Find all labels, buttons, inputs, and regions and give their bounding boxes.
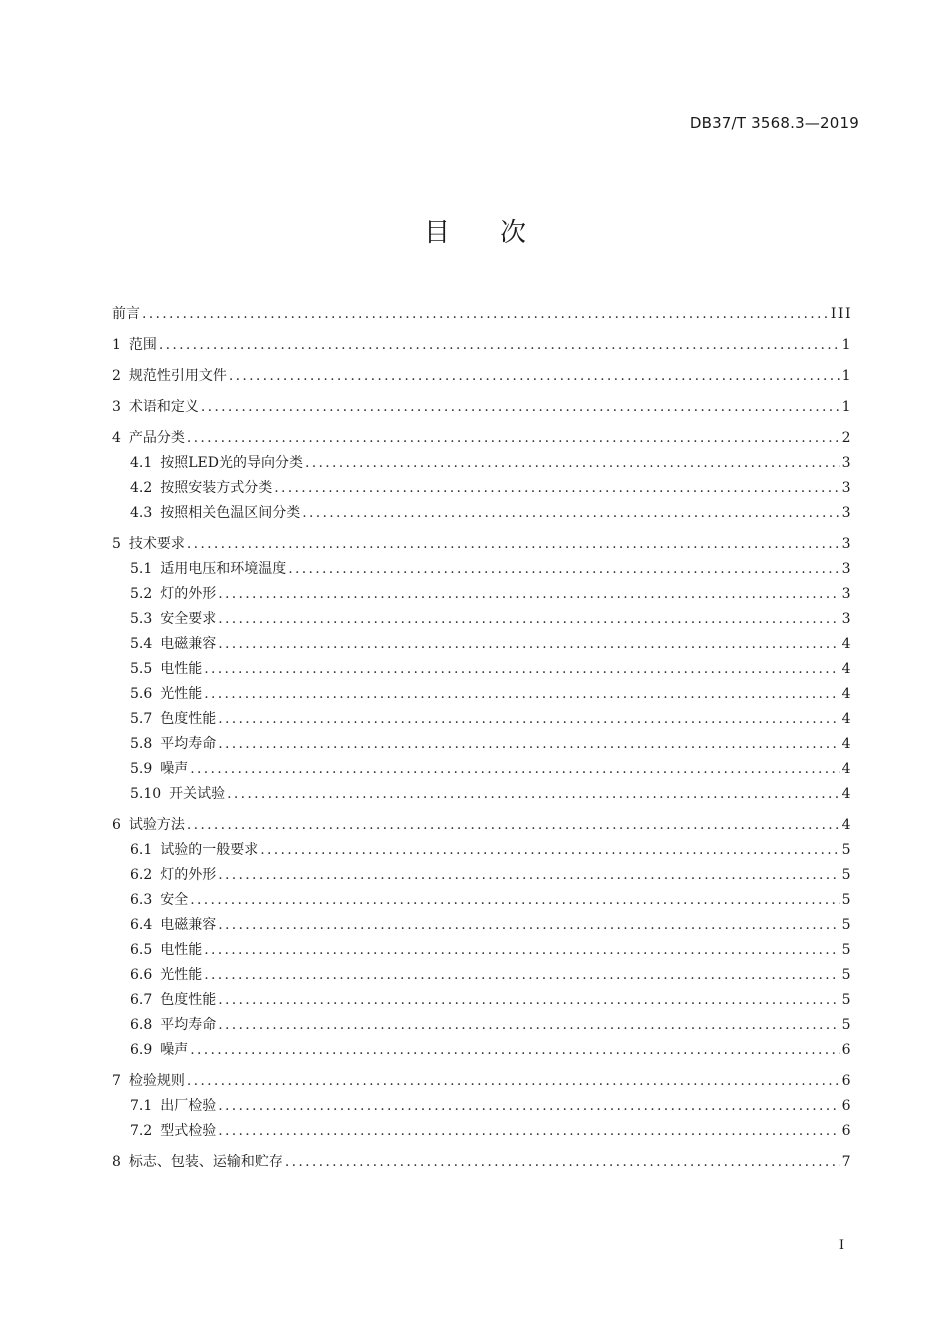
toc-dot-leader (274, 476, 839, 501)
toc-entry[interactable] (112, 938, 852, 963)
toc-entry-label: 电磁兼容 (160, 636, 217, 652)
toc-dot-leader (218, 732, 839, 757)
toc-entry[interactable] (112, 838, 852, 863)
toc-entry-number: 7.1 (130, 1098, 153, 1114)
toc-dot-leader (159, 333, 840, 358)
toc-entry-number: 6.2 (130, 867, 153, 883)
toc-entry[interactable] (112, 582, 852, 607)
toc-entry-page: 4 (841, 786, 852, 802)
toc-entry[interactable] (112, 532, 852, 557)
toc-entry-label: 安全要求 (160, 611, 217, 627)
toc-dot-leader (227, 782, 839, 807)
toc-entry-label: 产品分类 (128, 430, 185, 446)
toc-entry-number: 2 (112, 368, 121, 384)
toc-entry-number: 6.7 (130, 992, 153, 1008)
toc-entry-page: 4 (841, 817, 852, 833)
toc-entry[interactable] (112, 395, 852, 420)
toc-entry[interactable] (112, 1119, 852, 1144)
toc-entry-page: 4 (841, 636, 852, 652)
toc-entry-number: 6.6 (130, 967, 153, 983)
toc-entry-label: 型式检验 (160, 1123, 217, 1139)
toc-entry-number: 6.1 (130, 842, 153, 858)
toc-entry-label: 平均寿命 (160, 1017, 217, 1033)
toc-entry[interactable] (112, 813, 852, 838)
toc-entry-page: 6 (841, 1123, 852, 1139)
toc-entry[interactable] (112, 757, 852, 782)
toc-entry[interactable] (112, 682, 852, 707)
toc-dot-leader (305, 451, 840, 476)
toc-entry-label: 光性能 (160, 967, 203, 983)
toc-entry-label: 噪声 (160, 1042, 189, 1058)
toc-entry-page: 5 (841, 942, 852, 958)
toc-entry-number: 6.5 (130, 942, 153, 958)
toc-dot-leader (187, 813, 840, 838)
toc-title: 目次 (423, 218, 576, 248)
toc-entry[interactable] (112, 1069, 852, 1094)
toc-entry-page: 5 (841, 842, 852, 858)
toc-entry[interactable] (112, 364, 852, 389)
toc-entry-label: 色度性能 (160, 992, 217, 1008)
toc-entry-label: 电性能 (160, 661, 203, 677)
toc-entry[interactable] (112, 1038, 852, 1063)
toc-entry-label: 光性能 (160, 686, 203, 702)
toc-entry[interactable] (112, 557, 852, 582)
toc-entry-number: 5.1 (130, 561, 153, 577)
toc-dot-leader (218, 913, 839, 938)
toc-entry-number: 6.8 (130, 1017, 153, 1033)
toc-entry-number: 4.1 (130, 455, 153, 471)
toc-entry-label: 平均寿命 (160, 736, 217, 752)
toc-dot-leader (288, 557, 839, 582)
toc-entry-page: 4 (841, 686, 852, 702)
toc-entry[interactable] (112, 888, 852, 913)
toc-entry-label: 试验方法 (128, 817, 185, 833)
toc-dot-leader (218, 607, 839, 632)
toc-entry-label: 试验的一般要求 (160, 842, 259, 858)
toc-entry-page: 7 (841, 1154, 852, 1170)
toc-entry[interactable] (112, 1150, 852, 1175)
toc-entry-label: 开关试验 (169, 786, 226, 802)
toc-entry-label: 范围 (128, 337, 157, 353)
page-number: I (838, 1238, 844, 1253)
toc-entry-number: 4 (112, 430, 121, 446)
toc-entry-number: 5.5 (130, 661, 153, 677)
toc-entry-number: 5.2 (130, 586, 153, 602)
toc-entry-number: 8 (112, 1154, 121, 1170)
toc-entry-label: 按照安装方式分类 (160, 480, 273, 496)
toc-entry-page: 3 (841, 561, 852, 577)
toc-dot-leader (218, 988, 839, 1013)
toc-entry-number: 6 (112, 817, 121, 833)
toc-dot-leader (142, 302, 829, 327)
toc-entry-label: 电磁兼容 (160, 917, 217, 933)
toc-entry-number: 6.9 (130, 1042, 153, 1058)
toc-entry-label: 色度性能 (160, 711, 217, 727)
toc-dot-leader (204, 938, 839, 963)
toc-entry-page: 1 (841, 337, 852, 353)
toc-entry-page: 5 (841, 867, 852, 883)
toc-entry-label: 安全 (160, 892, 189, 908)
toc-dot-leader (218, 863, 839, 888)
toc-dot-leader (201, 395, 840, 420)
toc-entry[interactable] (112, 988, 852, 1013)
toc-entry[interactable] (112, 333, 852, 358)
toc-entry[interactable] (112, 782, 852, 807)
toc-entry-page: 2 (841, 430, 852, 446)
toc-entry-number: 5.3 (130, 611, 153, 627)
toc-entry-label: 前言 (112, 306, 140, 322)
toc-entry-page: 4 (841, 711, 852, 727)
toc-entry-label: 电性能 (160, 942, 203, 958)
table-of-contents (112, 302, 852, 1175)
toc-entry-page: 5 (841, 917, 852, 933)
toc-dot-leader (218, 1013, 839, 1038)
toc-dot-leader (285, 1150, 840, 1175)
toc-dot-leader (229, 364, 840, 389)
toc-dot-leader (302, 501, 839, 526)
toc-entry-label: 灯的外形 (160, 867, 217, 883)
toc-entry-page: 3 (841, 611, 852, 627)
toc-dot-leader (218, 1119, 839, 1144)
toc-dot-leader (218, 582, 839, 607)
toc-entry-label: 技术要求 (128, 536, 185, 552)
toc-dot-leader (218, 632, 839, 657)
toc-entry-label: 检验规则 (128, 1073, 185, 1089)
toc-dot-leader (187, 532, 840, 557)
toc-entry-number: 7 (112, 1073, 121, 1089)
toc-entry-number: 5.6 (130, 686, 153, 702)
toc-entry-page: 5 (841, 892, 852, 908)
toc-entry[interactable] (112, 913, 852, 938)
toc-entry[interactable] (112, 632, 852, 657)
toc-dot-leader (190, 1038, 839, 1063)
toc-entry-page: 6 (841, 1098, 852, 1114)
toc-entry-label: 灯的外形 (160, 586, 217, 602)
toc-entry-page: 5 (841, 967, 852, 983)
toc-entry-number: 5.4 (130, 636, 153, 652)
toc-entry[interactable] (112, 657, 852, 682)
toc-entry-number: 1 (112, 337, 121, 353)
toc-entry-number: 3 (112, 399, 121, 415)
toc-entry-label: 术语和定义 (128, 399, 199, 415)
toc-entry[interactable] (112, 732, 852, 757)
toc-dot-leader (187, 426, 840, 451)
toc-entry[interactable] (112, 501, 852, 526)
toc-entry-page: 1 (841, 368, 852, 384)
toc-dot-leader (204, 963, 839, 988)
toc-entry-page: 3 (841, 480, 852, 496)
toc-entry-page: 6 (841, 1073, 852, 1089)
toc-entry-page: III (830, 306, 852, 322)
toc-entry-page: 6 (841, 1042, 852, 1058)
toc-dot-leader (187, 1069, 840, 1094)
toc-dot-leader (204, 682, 839, 707)
toc-entry[interactable] (112, 607, 852, 632)
toc-entry[interactable] (112, 1094, 852, 1119)
toc-dot-leader (190, 888, 839, 913)
toc-entry-number: 4.2 (130, 480, 153, 496)
toc-entry-label: 规范性引用文件 (128, 368, 227, 384)
toc-entry-page: 3 (841, 505, 852, 521)
toc-entry[interactable] (112, 1013, 852, 1038)
toc-entry-page: 4 (841, 736, 852, 752)
toc-entry-page: 3 (841, 536, 852, 552)
toc-entry-number: 4.3 (130, 505, 153, 521)
toc-entry-number: 5.8 (130, 736, 153, 752)
toc-entry-number: 7.2 (130, 1123, 153, 1139)
toc-entry-page: 1 (841, 399, 852, 415)
toc-entry-number: 5.7 (130, 711, 153, 727)
toc-entry-page: 4 (841, 661, 852, 677)
toc-entry-label: 按照相关色温区间分类 (160, 505, 301, 521)
toc-entry[interactable] (112, 302, 852, 327)
toc-entry-page: 3 (841, 586, 852, 602)
toc-entry[interactable] (112, 451, 852, 476)
toc-entry[interactable] (112, 863, 852, 888)
toc-dot-leader (218, 1094, 839, 1119)
toc-entry[interactable] (112, 707, 852, 732)
toc-entry-number: 6.3 (130, 892, 153, 908)
toc-entry[interactable] (112, 426, 852, 451)
toc-dot-leader (204, 657, 839, 682)
toc-entry[interactable] (112, 963, 852, 988)
toc-entry-label: 适用电压和环境温度 (160, 561, 287, 577)
toc-dot-leader (218, 707, 839, 732)
toc-entry-number: 5 (112, 536, 121, 552)
document-code: DB37/T 3568.3—2019 (689, 114, 859, 132)
toc-entry-number: 5.9 (130, 761, 153, 777)
toc-entry-label: 噪声 (160, 761, 189, 777)
toc-entry-label: 标志、包装、运输和贮存 (128, 1154, 283, 1170)
toc-dot-leader (260, 838, 839, 863)
toc-entry-label: 按照LED光的导向分类 (160, 455, 304, 471)
toc-entry-page: 3 (841, 455, 852, 471)
toc-entry-number: 6.4 (130, 917, 153, 933)
toc-entry-page: 5 (841, 1017, 852, 1033)
toc-entry-page: 4 (841, 761, 852, 777)
toc-entry-page: 5 (841, 992, 852, 1008)
toc-dot-leader (190, 757, 839, 782)
toc-entry-label: 出厂检验 (160, 1098, 217, 1114)
toc-entry-number: 5.10 (130, 786, 162, 802)
toc-entry[interactable] (112, 476, 852, 501)
